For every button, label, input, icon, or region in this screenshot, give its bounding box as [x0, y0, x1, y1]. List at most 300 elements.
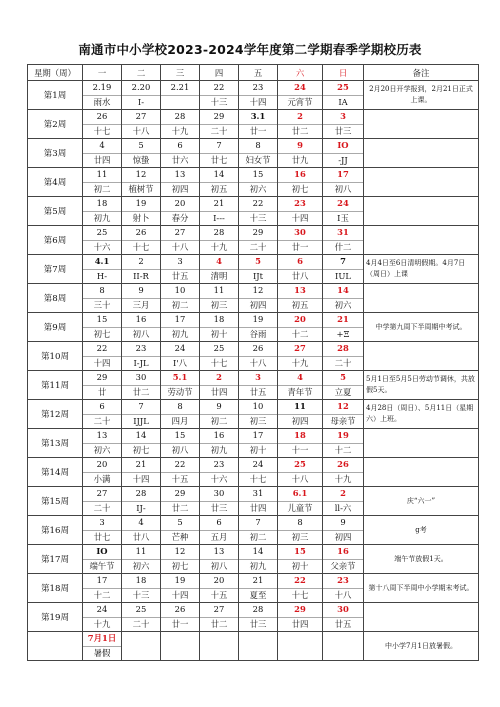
day-lunar: 十二: [278, 327, 322, 342]
week-row: [28, 197, 479, 226]
week-label: 第3周: [28, 139, 83, 168]
day-cell: [161, 81, 200, 110]
day-lunar: 廿一: [239, 124, 277, 139]
summer-label: 暑假: [83, 646, 121, 661]
day-cell: [323, 81, 364, 110]
day-date: 27: [213, 604, 225, 614]
day-lunar: 十九: [161, 124, 199, 139]
week-label: 第17周: [28, 545, 83, 574]
header-6: 六: [278, 65, 323, 81]
day-lunar: 初三: [200, 298, 238, 313]
day-cell: [83, 458, 122, 487]
day-cell: [161, 458, 200, 487]
day-cell: [161, 168, 200, 197]
day-date: 4: [297, 372, 303, 382]
day-date: 22: [252, 198, 264, 208]
day-cell: [122, 168, 161, 197]
day-lunar: 十九: [278, 356, 322, 371]
day-lunar: 劳动节: [161, 385, 199, 400]
day-lunar: 初六: [122, 559, 160, 574]
summer-cell: [83, 632, 122, 661]
day-date: 28: [213, 227, 225, 237]
blank-cell: [161, 632, 200, 661]
day-lunar: 十七: [83, 124, 121, 139]
day-date: 6: [297, 256, 303, 266]
day-date: 17: [252, 430, 264, 440]
day-lunar: 十七: [200, 356, 238, 371]
day-date: 2: [297, 111, 303, 121]
day-lunar: 二十: [239, 240, 277, 255]
day-date: 20: [96, 459, 108, 469]
day-lunar: 十七: [278, 588, 322, 603]
day-cell: [278, 168, 323, 197]
day-cell: [83, 226, 122, 255]
header-1: 一: [83, 65, 122, 81]
day-date: 21: [337, 314, 349, 324]
day-lunar: 初九: [161, 327, 199, 342]
day-cell: [161, 574, 200, 603]
day-cell: [161, 545, 200, 574]
note-cell: [364, 458, 479, 487]
week-row: [28, 371, 479, 400]
day-cell: [200, 342, 239, 371]
week-row: [28, 516, 479, 545]
day-lunar: [161, 95, 199, 110]
day-lunar: 十四: [278, 211, 322, 226]
day-lunar: 初六: [83, 443, 121, 458]
day-lunar: 儿童节: [278, 501, 322, 516]
day-lunar: 廿五: [323, 617, 363, 632]
day-cell: [83, 371, 122, 400]
day-cell: [161, 139, 200, 168]
week-row: [28, 81, 479, 110]
day-lunar: 青年节: [278, 385, 322, 400]
day-lunar: 二十: [83, 414, 121, 429]
day-date: 23: [337, 575, 349, 585]
day-date: 20: [213, 575, 225, 585]
day-lunar: 十七: [122, 240, 160, 255]
day-cell: [200, 168, 239, 197]
day-cell: [122, 516, 161, 545]
day-date: 25: [337, 82, 349, 92]
week-row: [28, 400, 479, 429]
week-label: 第2周: [28, 110, 83, 139]
day-cell: [161, 255, 200, 284]
day-date: 12: [135, 169, 147, 179]
day-lunar: 初九: [239, 559, 277, 574]
week-label: 第10周: [28, 342, 83, 371]
week-row: [28, 313, 479, 342]
day-cell: [239, 516, 278, 545]
day-cell: [239, 487, 278, 516]
day-cell: [323, 342, 364, 371]
day-cell: [83, 429, 122, 458]
week-row: [28, 255, 479, 284]
summer-note: 中小学7月1日放暑假。: [364, 632, 479, 661]
week-row: [28, 603, 479, 632]
day-lunar: 廿三: [239, 617, 277, 632]
day-lunar: 初二: [83, 182, 121, 197]
day-lunar: 廿七: [83, 530, 121, 545]
week-row: [28, 574, 479, 603]
note-cell: 第十八周下半周中小学期末考试。: [364, 574, 479, 603]
day-lunar: 初六: [239, 182, 277, 197]
day-date: 7: [255, 517, 261, 527]
day-date: 13: [96, 430, 108, 440]
day-cell: [122, 487, 161, 516]
day-lunar: 廿七: [200, 153, 238, 168]
note-cell: [364, 342, 479, 371]
day-cell: [122, 574, 161, 603]
day-lunar: 廿八: [278, 269, 322, 284]
day-lunar: 廿五: [239, 385, 277, 400]
day-date: 27: [96, 488, 108, 498]
day-date: 30: [135, 372, 147, 382]
day-cell: [83, 603, 122, 632]
day-lunar: 三十: [83, 298, 121, 313]
day-date: 15: [252, 169, 264, 179]
header-2: 二: [122, 65, 161, 81]
note-cell: [364, 197, 479, 226]
day-date: 9: [340, 517, 346, 527]
week-row: [28, 139, 479, 168]
day-cell: [122, 429, 161, 458]
day-lunar: 清明: [200, 269, 238, 284]
day-cell: [323, 574, 364, 603]
day-date: 24: [252, 459, 264, 469]
day-date: 10: [174, 285, 186, 295]
day-date: 25: [135, 604, 147, 614]
day-date: 11: [96, 169, 108, 179]
day-cell: [239, 110, 278, 139]
note-cell: g考: [364, 516, 479, 545]
day-date: 4.1: [94, 256, 110, 266]
day-cell: [239, 371, 278, 400]
day-cell: [122, 371, 161, 400]
day-lunar: 廿四: [239, 501, 277, 516]
page-title: 南通市中小学校2023-2024学年度第二学期春季学期校历表: [78, 42, 422, 57]
day-cell: [122, 226, 161, 255]
day-date: 17: [174, 314, 186, 324]
blank-cell: [239, 632, 278, 661]
day-lunar: 二十: [83, 501, 121, 516]
day-date: 28: [135, 488, 147, 498]
day-cell: [161, 110, 200, 139]
day-date: 3.1: [250, 111, 266, 121]
day-cell: [323, 400, 364, 429]
day-cell: [200, 458, 239, 487]
blank-cell: [122, 632, 161, 661]
day-cell: [239, 313, 278, 342]
day-date: 9: [216, 401, 222, 411]
day-cell: [83, 313, 122, 342]
day-lunar: 十九: [200, 240, 238, 255]
note-cell: [364, 284, 479, 313]
day-cell: [83, 342, 122, 371]
week-label: 第16周: [28, 516, 83, 545]
day-lunar: 十三: [200, 95, 238, 110]
day-cell: [122, 197, 161, 226]
day-date: 2.19: [92, 82, 112, 92]
day-cell: [83, 139, 122, 168]
day-date: 14: [135, 430, 147, 440]
day-lunar: 十七: [239, 472, 277, 487]
day-lunar: 二十: [200, 124, 238, 139]
day-lunar: 四月: [161, 414, 199, 429]
day-date: IO: [96, 546, 108, 556]
day-date: 12: [337, 401, 349, 411]
day-lunar: -JJ: [323, 153, 363, 168]
day-lunar: 廿九: [278, 153, 322, 168]
day-lunar: 十二: [83, 588, 121, 603]
day-cell: [200, 139, 239, 168]
day-date: 16: [135, 314, 147, 324]
day-date: 8: [99, 285, 105, 295]
day-cell: [323, 545, 364, 574]
day-lunar: 初七: [83, 327, 121, 342]
day-date: 24: [294, 82, 306, 92]
day-cell: [200, 371, 239, 400]
day-lunar: 初八: [122, 327, 160, 342]
day-cell: [323, 603, 364, 632]
day-lunar: 初七: [278, 182, 322, 197]
note-cell: 2月20日开学报到，2月21日正式上课。: [364, 81, 479, 110]
day-lunar: IUL: [323, 269, 363, 284]
day-date: 14: [337, 285, 349, 295]
day-cell: [239, 255, 278, 284]
day-date: 25: [213, 343, 225, 353]
header-7: 日: [323, 65, 364, 81]
week-label: 第18周: [28, 574, 83, 603]
day-lunar: 二十: [323, 356, 363, 371]
day-lunar: H-: [83, 269, 121, 284]
week-label: 第13周: [28, 429, 83, 458]
day-cell: [323, 197, 364, 226]
day-lunar: 夏至: [239, 588, 277, 603]
day-cell: [200, 400, 239, 429]
header-5: 五: [239, 65, 278, 81]
week-label: 第6周: [28, 226, 83, 255]
header-row: [28, 65, 479, 81]
day-date: 28: [174, 111, 186, 121]
week-label: 第11周: [28, 371, 83, 400]
day-lunar: 十六: [200, 472, 238, 487]
day-lunar: 什二: [323, 240, 363, 255]
day-cell: [239, 342, 278, 371]
day-date: 19: [337, 430, 349, 440]
day-date: 5.1: [172, 372, 188, 382]
day-cell: [161, 313, 200, 342]
day-date: 21: [213, 198, 225, 208]
note-cell: [364, 139, 479, 168]
day-lunar: 初六: [323, 298, 363, 313]
day-cell: [200, 516, 239, 545]
day-date: 23: [294, 198, 306, 208]
day-date: 26: [96, 111, 108, 121]
day-cell: [200, 313, 239, 342]
week-row: [28, 458, 479, 487]
day-lunar: 十三: [239, 211, 277, 226]
day-cell: [239, 226, 278, 255]
day-lunar: 初二: [200, 414, 238, 429]
day-cell: [161, 226, 200, 255]
summer-date: 7月1日: [87, 633, 117, 643]
day-date: 19: [135, 198, 147, 208]
week-label: 第4周: [28, 168, 83, 197]
day-lunar: 十四: [122, 472, 160, 487]
day-lunar: ll-六: [323, 501, 363, 516]
day-lunar: 十九: [323, 472, 363, 487]
day-lunar: 初九: [200, 443, 238, 458]
day-date: 30: [213, 488, 225, 498]
day-lunar: IJ-: [122, 501, 160, 516]
day-cell: [122, 545, 161, 574]
day-cell: [161, 197, 200, 226]
day-date: 22: [213, 82, 225, 92]
day-cell: [200, 487, 239, 516]
week-row: [28, 226, 479, 255]
note-cell: 端午节放假1天。: [364, 545, 479, 574]
day-date: 31: [252, 488, 264, 498]
day-lunar: 初八: [323, 182, 363, 197]
day-date: 13: [174, 169, 186, 179]
day-date: 2: [340, 488, 346, 498]
day-lunar: 十六: [83, 240, 121, 255]
day-cell: [278, 487, 323, 516]
week-row: [28, 429, 479, 458]
day-date: 25: [96, 227, 108, 237]
day-cell: [83, 574, 122, 603]
day-date: 20: [294, 314, 306, 324]
day-date: 3: [99, 517, 105, 527]
day-cell: [323, 516, 364, 545]
day-cell: [122, 458, 161, 487]
day-lunar: 初四: [323, 530, 363, 545]
day-cell: [83, 81, 122, 110]
day-cell: [278, 603, 323, 632]
day-cell: [83, 284, 122, 313]
day-date: 18: [135, 575, 147, 585]
day-cell: [323, 255, 364, 284]
day-cell: [323, 284, 364, 313]
day-lunar: 廿二: [278, 124, 322, 139]
day-cell: [83, 197, 122, 226]
day-lunar: 十八: [122, 124, 160, 139]
day-date: 18: [213, 314, 225, 324]
day-lunar: 雨水: [83, 95, 121, 110]
day-cell: [239, 458, 278, 487]
day-lunar: 廿二: [200, 617, 238, 632]
day-cell: [278, 226, 323, 255]
day-lunar: 十八: [323, 588, 363, 603]
day-date: 28: [337, 343, 349, 353]
day-cell: [239, 81, 278, 110]
blank-cell: [278, 632, 323, 661]
day-lunar: 廿一: [278, 240, 322, 255]
day-date: 2.21: [170, 82, 190, 92]
day-date: 19: [252, 314, 264, 324]
day-cell: [239, 284, 278, 313]
day-date: 18: [96, 198, 108, 208]
day-lunar: 廿: [83, 385, 121, 400]
day-cell: [83, 487, 122, 516]
day-date: 4: [99, 140, 105, 150]
day-date: 5: [255, 256, 261, 266]
week-label: 第19周: [28, 603, 83, 632]
day-lunar: I'八: [161, 356, 199, 371]
day-cell: [278, 400, 323, 429]
day-date: 6.1: [292, 488, 308, 498]
note-cell: 庆“六一”: [364, 487, 479, 516]
day-lunar: 廿二: [161, 501, 199, 516]
day-cell: [278, 255, 323, 284]
day-cell: [278, 284, 323, 313]
day-lunar: 廿四: [200, 385, 238, 400]
calendar-table: [27, 64, 479, 661]
day-cell: [122, 139, 161, 168]
day-cell: [278, 574, 323, 603]
day-date: 25: [294, 459, 306, 469]
day-lunar: 十九: [83, 617, 121, 632]
day-date: 7: [138, 401, 144, 411]
day-cell: [278, 110, 323, 139]
day-date: 26: [174, 604, 186, 614]
day-cell: [122, 313, 161, 342]
day-date: 16: [213, 430, 225, 440]
day-cell: [122, 284, 161, 313]
day-date: 18: [294, 430, 306, 440]
day-date: 17: [96, 575, 108, 585]
day-cell: [239, 429, 278, 458]
day-lunar: 元宵节: [278, 95, 322, 110]
day-lunar: 初十: [278, 559, 322, 574]
day-cell: [323, 458, 364, 487]
day-date: 27: [135, 111, 147, 121]
day-cell: [323, 429, 364, 458]
day-lunar: 初四: [161, 182, 199, 197]
day-cell: [161, 603, 200, 632]
day-date: IO: [337, 140, 349, 150]
week-row: [28, 342, 479, 371]
day-cell: [200, 110, 239, 139]
day-cell: [83, 516, 122, 545]
day-cell: [278, 545, 323, 574]
header-8: 备注: [364, 65, 479, 81]
day-date: 20: [174, 198, 186, 208]
day-lunar: 十二: [323, 443, 363, 458]
week-label: 第8周: [28, 284, 83, 313]
day-cell: [83, 400, 122, 429]
day-cell: [239, 603, 278, 632]
day-lunar: 十三: [122, 588, 160, 603]
day-date: 19: [174, 575, 186, 585]
week-row: [28, 545, 479, 574]
day-lunar: I-: [122, 95, 160, 110]
day-date: 21: [135, 459, 147, 469]
day-date: 11: [213, 285, 225, 295]
day-date: 14: [213, 169, 225, 179]
day-date: 12: [174, 546, 186, 556]
day-cell: [83, 168, 122, 197]
day-cell: [278, 81, 323, 110]
day-cell: [239, 545, 278, 574]
day-date: 22: [174, 459, 186, 469]
note-cell: 4月28日（周日）、5月11日（星期六）上班。: [364, 400, 479, 429]
note-cell: [364, 168, 479, 197]
day-cell: [239, 400, 278, 429]
day-lunar: 初四: [278, 414, 322, 429]
day-lunar: +Ξ: [323, 327, 363, 342]
